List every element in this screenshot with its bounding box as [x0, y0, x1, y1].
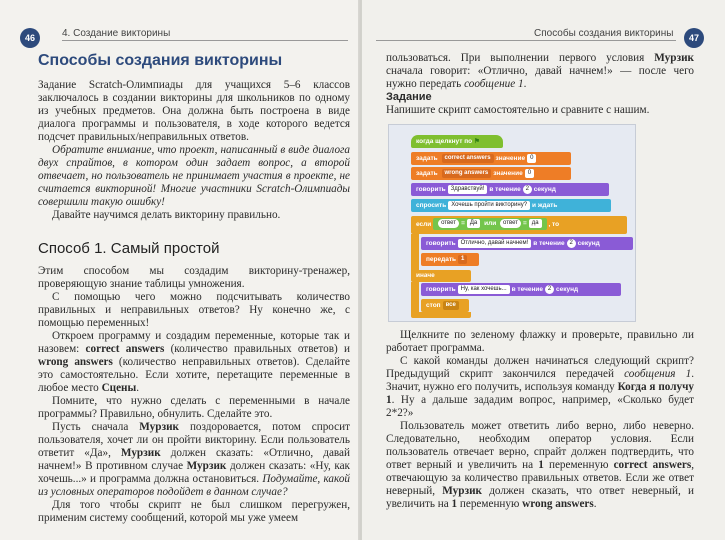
left-page — [0, 0, 360, 540]
p2: С помощью чего можно подсчитывать количество правильных и неправильных ответов? Ну конечно же, с помощью переменных! — [38, 291, 350, 329]
else-label: иначе — [411, 270, 471, 282]
when-flag-block: когда щелкнут по ⚑ — [411, 135, 503, 148]
lets-learn-paragraph: Давайте научимся делать викторину правильно. — [52, 209, 281, 221]
p4: Помните, что нужно сделать с переменными в начале программы? Правильно, обнулить. Сделайте это. — [38, 395, 350, 420]
right-top-text — [386, 52, 694, 117]
if-else-footer — [411, 312, 471, 318]
stop-block: стоп все — [421, 299, 469, 312]
page-number-left: 46 — [20, 28, 40, 48]
r-p2: Щелкните по зеленому флажку и проверьте, правильно ли работает программа. — [386, 329, 694, 354]
set-correct-block: задать correct answers значение 0 — [411, 152, 571, 165]
intro-paragraph: Задание Scratch-Олимпиады для учащихся 5–6 классов заключалось в создании викторины для школьников по одному из учебных предметов. Она должна быть построена в виде диалога программы и пользователя, в ходе которого ведется подсчет правильных/неправильных ответов. — [38, 79, 350, 143]
p5: Пусть сначала Мурзик поздоровается, потом спросит пользователя, хочет ли он пройти викторину. Если пользователь ответит «Да», Мурзик должен сказать: «Отлично, давай начнем!» В противном случае Мурзик должен сказать: «Ну, как хочешь...» и программа должна остановиться. Подумайте, какой из условных операторов подойдет в данном случае? — [38, 421, 351, 498]
p1: Этим способом мы создадим викторину-тренажер, проверяющую знание таблицы умножения. — [38, 265, 350, 290]
page-number-right: 47 — [684, 28, 704, 48]
right-bottom-text — [386, 329, 694, 511]
else-arm-left — [411, 282, 419, 312]
r-p3: С какой команды должен начинаться следующий скрипт? Предыдущий скрипт закончился передачей сообщения 1. Значит, нужно его получить, используя команду Когда я получу 1. Ну а дальше зададим вопрос, например, «Сколько будет 2*2?» — [386, 355, 694, 419]
page-title: Способы создания викторины — [38, 52, 283, 69]
p6: Для того чтобы скрипт не был слишком перегружен, применим систему сообщений, которой мы уже умеем — [38, 499, 350, 524]
or-operator: ответ = Да или ответ = да — [433, 218, 547, 230]
ask-block: спросить Хочешь пройти викторину? и ждать — [411, 199, 611, 212]
broadcast-block: передать 1 — [421, 253, 479, 266]
intro-block — [38, 79, 350, 222]
task-text: Напишите скрипт самостоятельно и сравните с нашим. — [386, 104, 650, 116]
note-paragraph: Обратите внимание, что проект, написанный в виде диалога двух спрайтов, в котором один задает вопрос, а второй отвечает, но пользователь не принимает участия в проекте, не считается викториной! Многие участники Scratch-Олимпиады совершили такую ошибку! — [38, 144, 350, 208]
method-1-text — [38, 265, 350, 525]
set-wrong-block: задать wrong answers значение 0 — [411, 167, 571, 180]
task-label: Задание — [386, 91, 432, 103]
running-head-left: 4. Создание викторины — [62, 28, 171, 39]
header-rule — [62, 40, 348, 41]
scratch-script-figure — [388, 124, 636, 322]
say-start-block: говорить Отлично, давай начнем! в течение 2 секунд — [421, 237, 633, 250]
green-flag-icon: ⚑ — [473, 138, 480, 145]
header-rule-right — [376, 40, 676, 41]
say-giveup-block: говорить Ну, как хочешь... в течение 2 секунд — [421, 283, 621, 296]
if-arm-left — [411, 234, 419, 274]
r-p1: пользоваться. При выполнении первого условия Мурзик сначала говорит: «Отлично, давай начнем!» — после чего нужно передать сообщение 1. — [386, 52, 694, 90]
p3: Откроем программу и создадим переменные, которые так и назовем: correct answers (количество правильных ответов) и wrong answers (количество неправильных ответов). Сделайте это самостоятельно. Если хотите, перетащите переменные в любое место Сцены. — [38, 330, 350, 394]
section-title: Способ 1. Самый простой — [38, 240, 220, 257]
say-hello-block: говорить Здравствуй! в течение 2 секунд — [411, 183, 609, 196]
r-p4: Пользователь может ответить либо верно, либо неверно. Следовательно, необходим оператор условия. Если пользователь отвечает верно, спрайт должен подтвердить, что ответ верный и увеличить на 1 переменную correct answers, отвечающую за количество правильных ответов. Если же ответ неверный, Мурзик должен сказать, что ответ неверный, и увеличить на 1 переменную wrong answers. — [386, 420, 694, 510]
running-head-right: Способы создания викторины — [534, 28, 674, 39]
if-else-header: если ответ = Да или ответ = да , то — [411, 216, 627, 234]
